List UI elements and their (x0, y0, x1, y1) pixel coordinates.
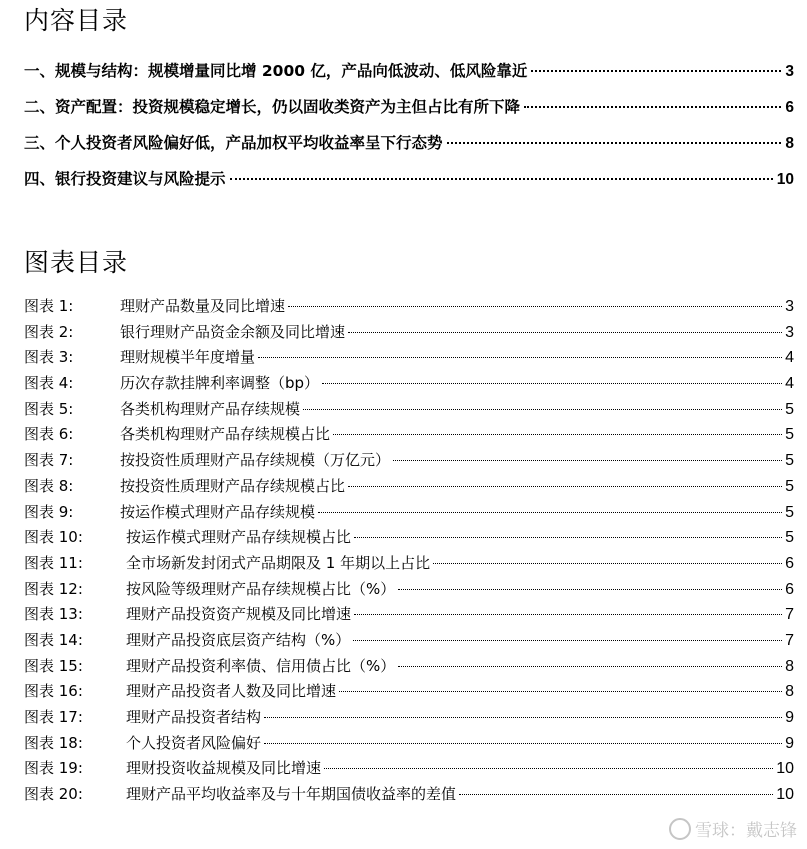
figure-entry-label: 图表 8: (24, 476, 74, 495)
figure-entry-title: 理财产品投资利率债、信用债占比（%） (126, 656, 396, 675)
xueqiu-logo-icon (669, 818, 691, 840)
figure-entry-title: 银行理财产品资金余额及同比增速 (120, 322, 346, 341)
figure-entry-title: 按运作模式理财产品存续规模 (120, 502, 316, 521)
figure-entry-page: 8 (785, 657, 794, 675)
dot-leader (348, 332, 782, 333)
dot-leader (354, 537, 782, 538)
figure-entry-title: 按投资性质理财产品存续规模（万亿元） (120, 451, 391, 470)
dot-leader (433, 563, 782, 564)
figure-entry-title: 个人投资者风险偏好 (126, 733, 262, 752)
dot-leader (354, 614, 782, 615)
figures-heading: 图表目录 (24, 248, 129, 277)
figure-entry-page: 7 (785, 606, 794, 624)
figure-entry-page: 9 (785, 734, 794, 752)
toc-entry-title: 二、资产配置：投资规模稳定增长，仍以固收类资产为主但占比有所下降 (24, 98, 521, 116)
figure-list (24, 295, 794, 809)
figure-entry-page: 4 (785, 349, 794, 367)
figure-entry-page: 6 (785, 554, 794, 572)
figure-entry-title: 各类机构理财产品存续规模 (120, 399, 301, 418)
figure-entry-page: 5 (785, 400, 794, 418)
figure-entry[interactable] (24, 475, 794, 501)
figure-entry[interactable] (24, 757, 794, 783)
figure-entry-page: 9 (785, 709, 794, 726)
figure-entry-title: 历次存款挂牌利率调整（bp） (120, 374, 320, 393)
figure-entry[interactable] (24, 372, 794, 398)
figure-entry[interactable] (24, 629, 794, 655)
figure-entry[interactable] (24, 346, 794, 372)
figure-entry-label: 图表 4: (24, 374, 74, 393)
figure-entry[interactable] (24, 680, 794, 706)
figure-entry-label: 图表 17: (24, 708, 83, 726)
figure-entry[interactable] (24, 423, 794, 449)
figure-entry-label: 图表 10: (24, 528, 83, 547)
figure-entry-page: 5 (785, 426, 794, 444)
figure-entry[interactable] (24, 706, 794, 732)
figure-entry-label: 图表 1: (24, 297, 74, 315)
toc-list (24, 59, 794, 203)
figure-entry[interactable] (24, 398, 794, 424)
toc-entry-page: 3 (785, 63, 794, 80)
dot-leader (264, 717, 782, 718)
figure-entry-label: 图表 5: (24, 399, 74, 418)
figure-entry-page: 3 (785, 323, 794, 341)
figure-entry-page: 6 (785, 580, 794, 598)
figure-entry-label: 图表 7: (24, 451, 74, 470)
figure-entry-label: 图表 15: (24, 656, 83, 675)
figure-entry[interactable] (24, 578, 794, 604)
figure-entry-label: 图表 9: (24, 502, 74, 521)
toc-entry[interactable] (24, 59, 794, 95)
dot-leader (288, 306, 782, 307)
figure-entry-title: 全市场新发封闭式产品期限及 1 年期以上占比 (126, 553, 431, 572)
figure-entry-label: 图表 12: (24, 579, 83, 598)
toc-heading: 内容目录 (24, 6, 129, 35)
figure-entry-title: 按运作模式理财产品存续规模占比 (126, 528, 352, 547)
figure-entry-page: 5 (785, 477, 794, 495)
toc-entry-title: 一、规模与结构：规模增量同比增 2000 亿，产品向低波动、低风险靠近 (24, 62, 528, 80)
toc-entry[interactable] (24, 167, 794, 203)
toc-entry-title: 三、个人投资者风险偏好低，产品加权平均收益率呈下行态势 (24, 134, 443, 152)
dot-leader (318, 512, 782, 513)
figure-entry-title: 理财产品投资资产规模及同比增速 (126, 605, 352, 624)
toc-entry-title: 四、银行投资建议与风险提示 (24, 170, 226, 188)
dot-leader (398, 666, 782, 667)
figure-entry[interactable] (24, 732, 794, 758)
dot-leader (339, 691, 782, 692)
dot-leader (348, 486, 782, 487)
dot-leader (303, 409, 782, 410)
toc-entry[interactable] (24, 131, 794, 167)
figure-entry-page: 8 (785, 683, 794, 701)
watermark-text: 雪球：戴志锋 (695, 821, 797, 841)
figure-entry[interactable] (24, 603, 794, 629)
figure-entry-label: 图表 3: (24, 348, 74, 367)
figure-entry-page: 5 (785, 452, 794, 470)
figure-entry-label: 图表 6: (24, 425, 74, 444)
figure-entry-title: 理财产品平均收益率及与十年期国债收益率的差值 (126, 785, 457, 804)
watermark (669, 816, 797, 841)
figure-entry-label: 图表 20: (24, 785, 83, 804)
dot-leader (333, 434, 782, 435)
dot-leader (322, 383, 782, 384)
figure-entry-title: 各类机构理财产品存续规模占比 (120, 425, 331, 444)
dot-leader (264, 743, 782, 744)
figure-entry[interactable] (24, 783, 794, 809)
toc-entry-page: 8 (785, 135, 794, 152)
figure-entry[interactable] (24, 655, 794, 681)
figure-entry-label: 图表 11: (24, 553, 83, 572)
figure-entry-title: 按投资性质理财产品存续规模占比 (120, 476, 346, 495)
figure-entry[interactable] (24, 295, 794, 321)
dot-leader (258, 357, 782, 358)
figure-entry-label: 图表 18: (24, 733, 83, 752)
dot-leader (353, 640, 782, 641)
dot-leader (230, 178, 773, 180)
figure-entry-page: 4 (785, 375, 794, 393)
dot-leader (393, 460, 782, 461)
figure-entry-title: 理财产品数量及同比增速 (120, 297, 286, 315)
figure-entry-label: 图表 16: (24, 682, 83, 701)
figure-entry-title: 理财规模半年度增量 (120, 348, 256, 367)
figure-entry-title: 按风险等级理财产品存续规模占比（%） (126, 579, 396, 598)
figure-entry-label: 图表 13: (24, 605, 83, 624)
dot-leader (398, 589, 782, 590)
dot-leader (524, 106, 781, 108)
figure-entry-page: 5 (785, 503, 794, 521)
figure-entry[interactable] (24, 552, 794, 578)
figure-entry-page: 10 (776, 786, 794, 804)
toc-entry[interactable] (24, 95, 794, 131)
figure-entry-title: 理财投资收益规模及同比增速 (126, 759, 322, 778)
figure-entry-label: 图表 19: (24, 759, 83, 778)
figure-entry-title: 理财产品投资者人数及同比增速 (126, 682, 337, 701)
figure-entry-label: 图表 2: (24, 322, 74, 341)
figure-entry-page: 5 (785, 529, 794, 547)
dot-leader (447, 142, 782, 144)
figure-entry-title: 理财产品投资底层资产结构（%） (126, 630, 351, 649)
dot-leader (459, 794, 773, 795)
dot-leader (531, 70, 781, 72)
figure-entry-label: 图表 14: (24, 630, 83, 649)
figure-entry-page: 7 (785, 631, 794, 649)
figure-entry-title: 理财产品投资者结构 (126, 708, 262, 726)
figure-entry[interactable] (24, 501, 794, 527)
figure-entry-page: 10 (776, 760, 794, 778)
toc-entry-page: 10 (776, 171, 794, 188)
figure-entry[interactable] (24, 449, 794, 475)
figure-entry[interactable] (24, 321, 794, 347)
dot-leader (324, 768, 773, 769)
figure-entry-page: 3 (785, 298, 794, 315)
toc-entry-page: 6 (785, 99, 794, 116)
figure-entry[interactable] (24, 526, 794, 552)
